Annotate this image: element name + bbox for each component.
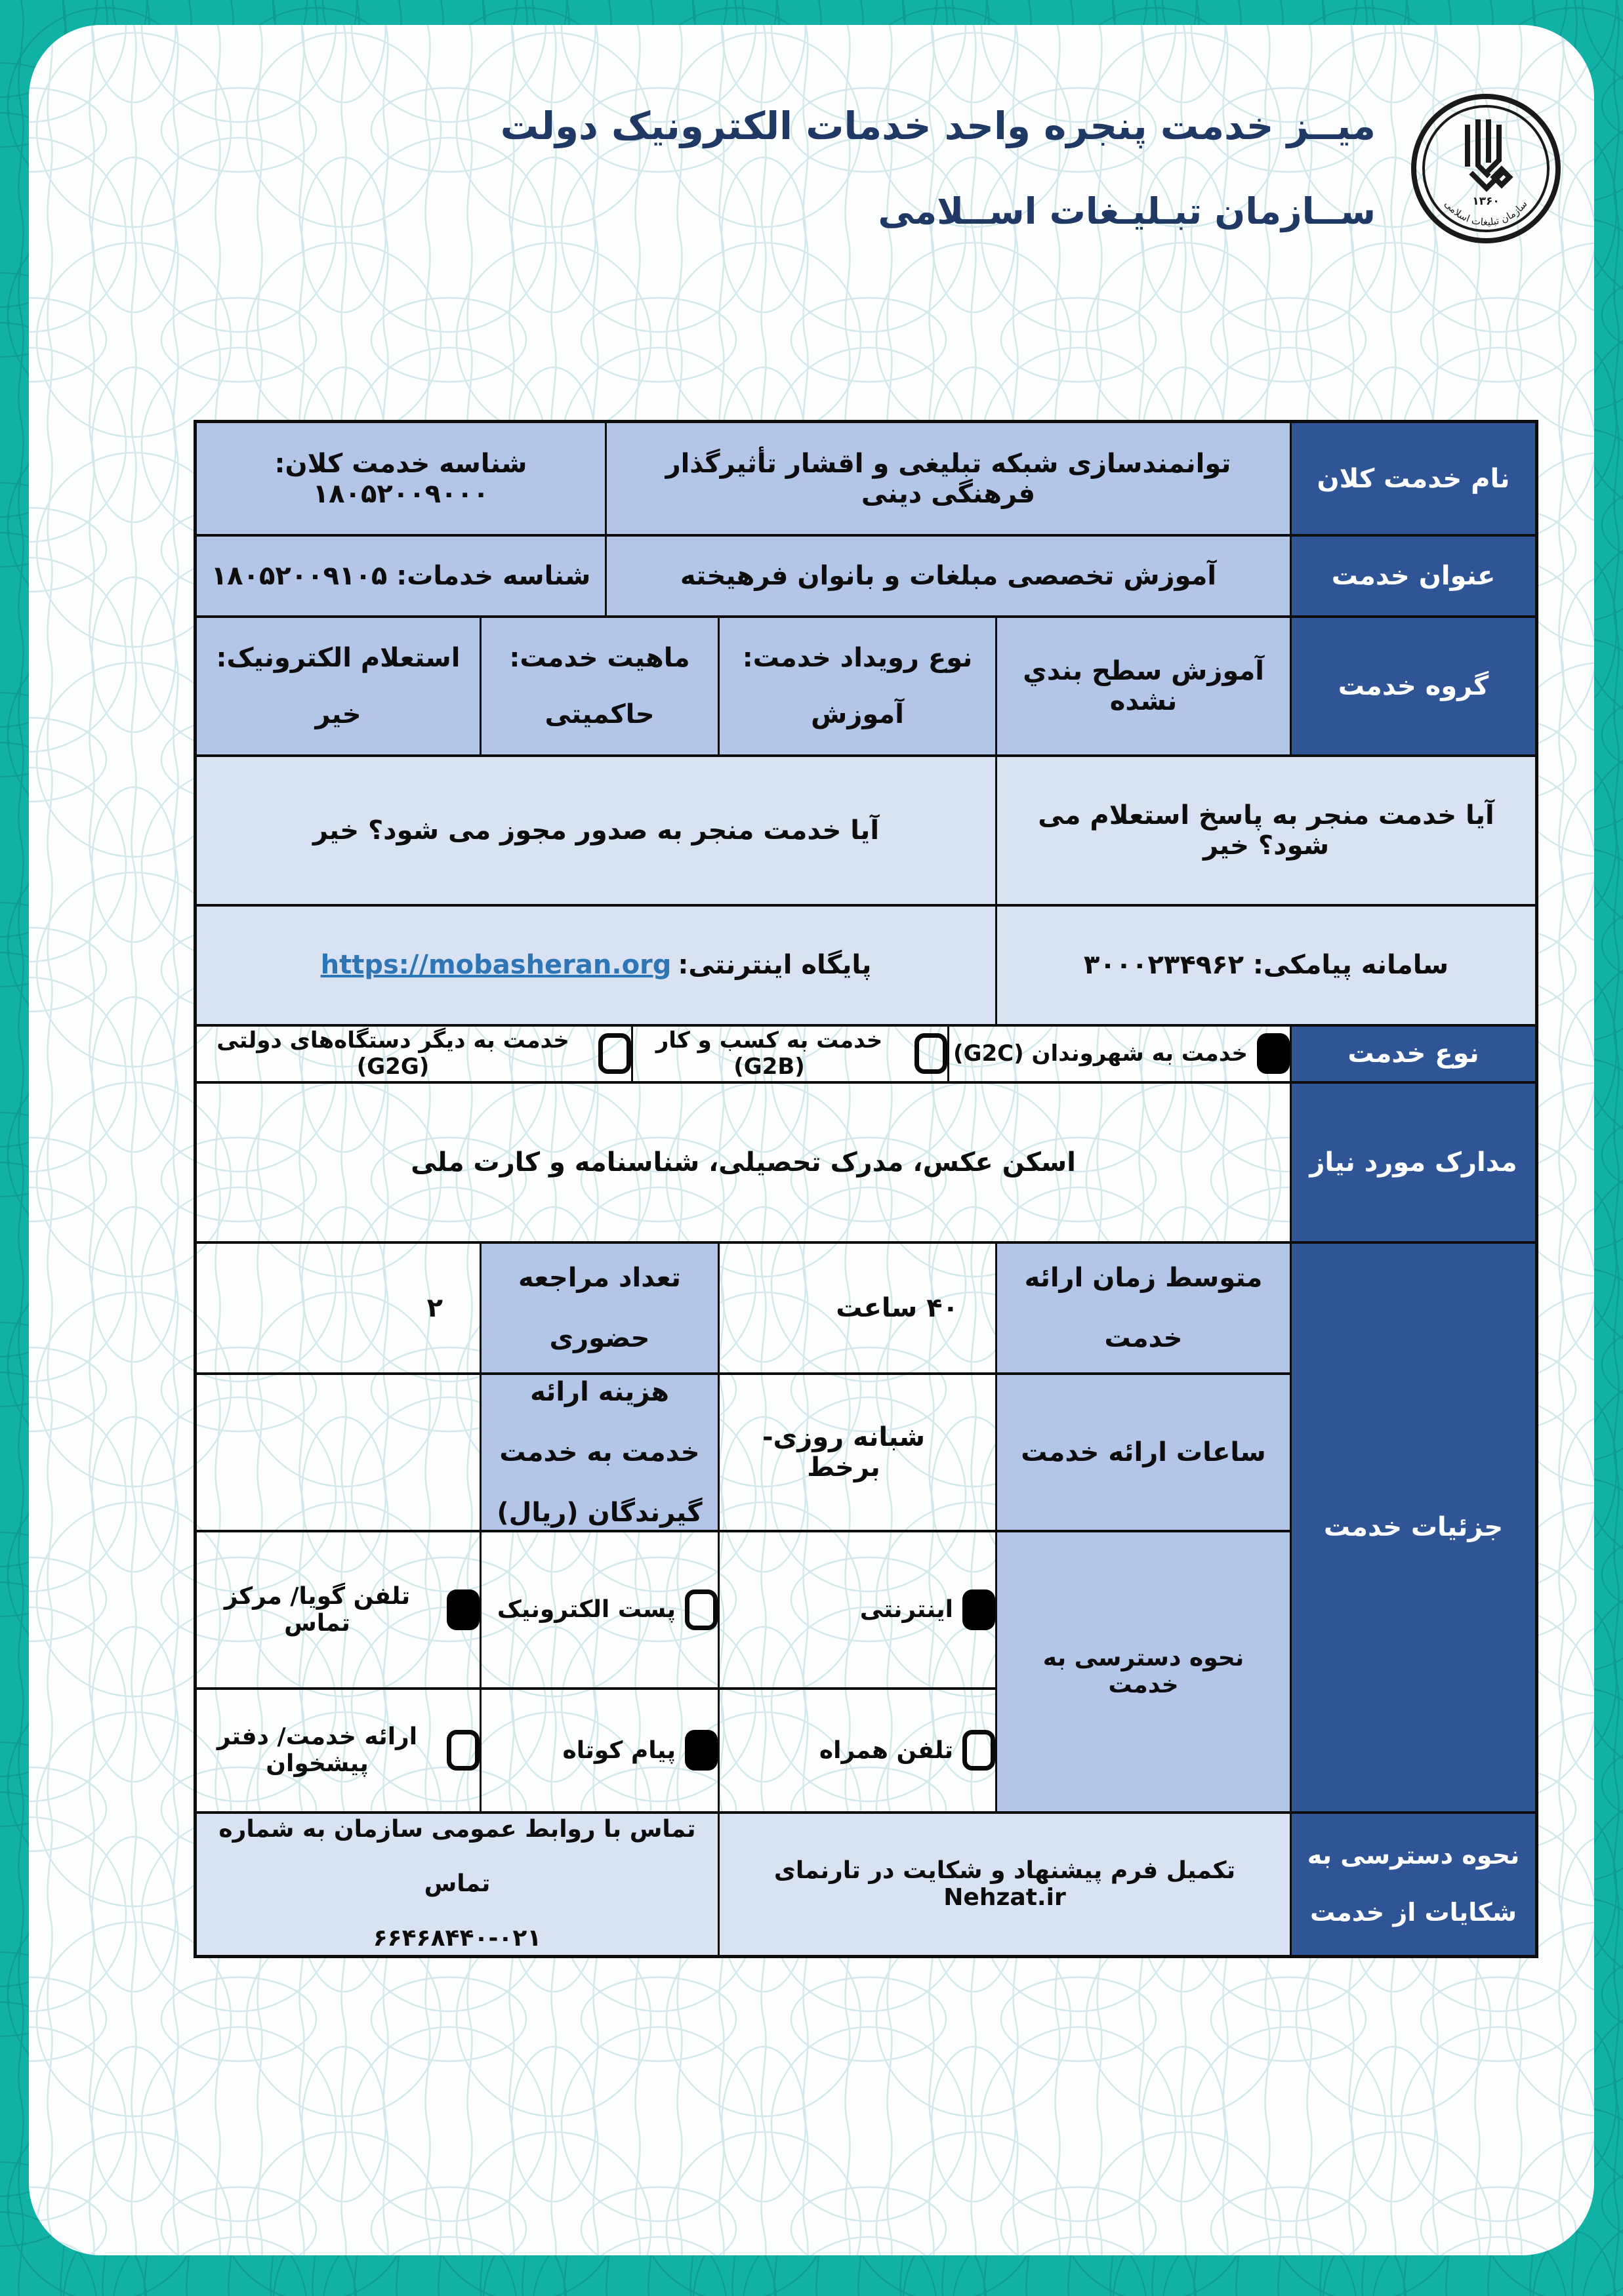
row-header-service-type: نوع خدمت xyxy=(1290,1027,1535,1081)
service-table xyxy=(194,420,1538,1958)
details-row-time xyxy=(197,1244,1290,1375)
complaints-phone-line1: تماس با روابط عمومی سازمان به شماره تماس xyxy=(218,1816,696,1898)
table-row-service-group xyxy=(197,618,1535,758)
event-type-key: نوع رویداد خدمت: xyxy=(742,642,973,673)
access-row-2 xyxy=(197,1690,995,1811)
service-event-type xyxy=(718,618,995,755)
sms-checkbox[interactable] xyxy=(685,1730,718,1771)
service-nature xyxy=(480,618,718,755)
access-ivr: تلفن گویا/ مرکز تماس xyxy=(197,1532,480,1687)
complaints-phone-line2: ۶۶۴۶۸۴۴۰-۰۲۱ xyxy=(373,1924,542,1952)
access-options xyxy=(197,1532,995,1811)
access-mobile: تلفن همراه xyxy=(718,1690,995,1811)
row-header-complaints xyxy=(1290,1814,1535,1955)
internet-checkbox[interactable] xyxy=(962,1589,995,1630)
mobile-checkbox[interactable] xyxy=(962,1730,995,1771)
access-row-1 xyxy=(197,1532,995,1690)
table-row-service-title xyxy=(197,537,1535,618)
logo-emblem-icon xyxy=(1468,122,1510,188)
row-header-service-title: عنوان خدمت xyxy=(1290,537,1535,615)
logo-year: ۱۳۶۰ xyxy=(1472,195,1500,208)
table-section-details xyxy=(197,1244,1535,1814)
electronic-inquiry-key: استعلام الکترونیک: xyxy=(216,642,461,673)
event-type-value: آموزش xyxy=(811,699,904,729)
macro-service-value: توانمندسازی شبکه تبلیغی و اقشار تأثیرگذار فرهنگی دینی xyxy=(605,423,1290,534)
question-license: آیا خدمت منجر به صدور مجوز می شود؟ خیر xyxy=(197,757,995,903)
service-hours-value: شبانه روزی- برخط xyxy=(718,1375,995,1530)
table-row-macro-service xyxy=(197,423,1535,537)
page-title-line2: ســازمان تبـلیـغات اســلامی xyxy=(878,190,1376,232)
service-cost-label: هزینه ارائه خدمت به خدمت گیرندگان (ریال) xyxy=(480,1375,718,1530)
table-row-contact xyxy=(197,907,1535,1027)
counter-checkbox[interactable] xyxy=(447,1730,480,1771)
service-type-g2g: خدمت به دیگر دستگاه‌های دولتی (G2G) xyxy=(197,1027,631,1081)
details-content xyxy=(197,1244,1290,1811)
row-header-macro-service xyxy=(1290,423,1535,534)
service-type-g2c: خدمت به شهروندان (G2C) xyxy=(947,1027,1290,1081)
visit-count-label: تعداد مراجعه حضوری xyxy=(480,1244,718,1372)
ivr-checkbox[interactable] xyxy=(447,1589,480,1630)
service-nature-value: حاکمیتی xyxy=(544,699,655,729)
access-counter: ارائه خدمت/ دفتر پیشخوان xyxy=(197,1690,480,1811)
page-title-line1: میــز خدمت پنجره واحد خدمات الکترونیک دولت xyxy=(500,104,1376,148)
service-nature-key: ماهیت خدمت: xyxy=(509,642,690,673)
avg-time-label: متوسط زمان ارائه خدمت xyxy=(995,1244,1290,1372)
sms-system: سامانه پیامکی: ۳۰۰۰۲۳۴۹۶۲ xyxy=(995,907,1535,1024)
table-row-documents xyxy=(197,1084,1535,1244)
service-type-g2b: خدمت به کسب و کار (G2B) xyxy=(631,1027,947,1081)
question-inquiry: آیا خدمت منجر به پاسخ استعلام می شود؟ خیر xyxy=(995,757,1535,903)
service-title-id: شناسه خدمات: ۱۸۰۵۲۰۰۹۱۰۵ xyxy=(197,537,605,615)
service-cost-value xyxy=(197,1375,480,1530)
complaints-label-line2: شکایات از خدمت xyxy=(1310,1898,1517,1927)
organization-logo xyxy=(1409,92,1563,245)
electronic-inquiry-value: خیر xyxy=(315,699,361,729)
access-internet: اینترنتی xyxy=(718,1532,995,1687)
complaints-label-line1: نحوه دسترسی به xyxy=(1307,1841,1520,1870)
website xyxy=(197,907,995,1024)
row-header-details: جزئیات خدمت xyxy=(1290,1244,1535,1811)
email-checkbox[interactable] xyxy=(685,1589,718,1630)
row-header-documents: مدارک مورد نیاز xyxy=(1290,1084,1535,1241)
table-row-questions xyxy=(197,757,1535,906)
service-group-value: آموزش سطح بندي نشده xyxy=(995,618,1290,755)
visit-count-value: ۲ xyxy=(426,1292,443,1323)
avg-time-value: ۴۰ ساعت xyxy=(718,1244,995,1372)
electronic-inquiry xyxy=(197,618,480,755)
row-header-label: نام خدمت کلان xyxy=(1317,463,1510,494)
g2g-checkbox[interactable] xyxy=(598,1033,631,1074)
g2b-checkbox[interactable] xyxy=(914,1033,947,1074)
complaints-web: تکمیل فرم پیشنهاد و شکایت در تارنمای Nehzat.ir xyxy=(718,1814,1290,1955)
details-access-section xyxy=(197,1532,1290,1811)
logo-caption: سازمان تبلیغات اسلامی xyxy=(1442,198,1530,228)
g2c-checkbox[interactable] xyxy=(1257,1033,1290,1074)
access-method-label: نحوه دسترسی به خدمت xyxy=(995,1532,1290,1811)
details-row-hours xyxy=(197,1375,1290,1532)
website-link[interactable]: https://mobasheran.org xyxy=(320,950,672,981)
table-row-service-type xyxy=(197,1027,1535,1084)
macro-service-id: شناسه خدمت کلان: ۱۸۰۵۲۰۰۹۰۰۰ xyxy=(197,423,605,534)
service-title-value: آموزش تخصصی مبلغات و بانوان فرهیخته xyxy=(605,537,1290,615)
service-hours-label: ساعات ارائه خدمت xyxy=(995,1375,1290,1530)
access-sms: پیام کوتاه xyxy=(480,1690,718,1811)
documents-value: اسکن عکس، مدرک تحصیلی، شناسنامه و کارت ملی xyxy=(411,1147,1076,1178)
row-header-service-group: گروه خدمت xyxy=(1290,618,1535,755)
complaints-phone xyxy=(197,1814,718,1955)
website-label: پایگاه اینترنتی: xyxy=(678,950,872,981)
table-row-complaints xyxy=(197,1814,1535,1955)
access-email: پست الکترونیک xyxy=(480,1532,718,1687)
